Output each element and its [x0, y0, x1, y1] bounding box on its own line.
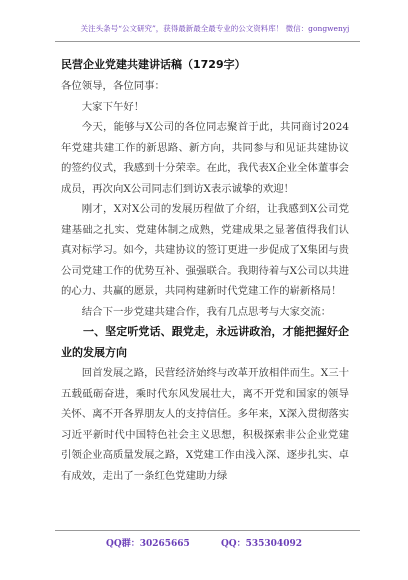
footer-divider [55, 530, 360, 531]
section-heading: 一、坚定听党话、跟党走，永远讲政治，才能把握好企业的发展方向 [61, 325, 349, 359]
qq-number: QQ：535304092 [220, 539, 302, 549]
body-paragraph: 结合下一步党建共建合作，我有几点思考与大家交流： [81, 305, 332, 318]
salutation: 各位领导，各位同事： [61, 80, 165, 92]
document-body [61, 76, 349, 486]
header-divider [55, 41, 360, 42]
body-paragraph: 今天，能够与X公司的各位同志聚首于此，共同商讨2024年党建共建工作的新思路、新方向，共同参与和见证共建协议的签约仪式，我感到十分荣幸。在此，我代表X企业全体董事会成员，再次向X公司同志们到访X表示诚挚的欢迎！ [61, 121, 349, 195]
body-paragraph: 回首发展之路，民营经济始终与改革开放相伴而生。X三十五载砥砺奋进，乘时代东风发展壮大，离不开党和国家的领导关怀、离不开各界朋友人的支持信任。多年来，X深入贯彻落实习近平新时代中国特色社会主义思想，积极探索非公企业党建引领企业高质量发展之路，X党建工作由浅入深、逐步扎实、卓有成效，走出了一条红色党建助力绿 [61, 367, 349, 482]
greeting: 大家下午好！ [81, 100, 145, 113]
promo-banner: 关注头条号“公文研究”，获得最新最全最专业的公文资料库！ 微信：gongwenyj [80, 24, 350, 33]
contact-footer [0, 536, 408, 549]
qq-group-number: QQ群：30265665 [106, 539, 190, 549]
document-title: 民营企业党建共建讲话稿（1729字） [61, 58, 246, 71]
body-paragraph: 刚才，X对X公司的发展历程做了介绍，让我感到X公司党建基础之扎实、党建体制之成熟，党建成果之显著值得我们认真对标学习。如今，共建协议的签订更进一步促成了X集团与贵公司党建工作的优势互补、强强联合。我期待着与X公司以共进的心力、共赢的愿景，共同构建新时代党建工作的崭新格局！ [61, 203, 349, 297]
